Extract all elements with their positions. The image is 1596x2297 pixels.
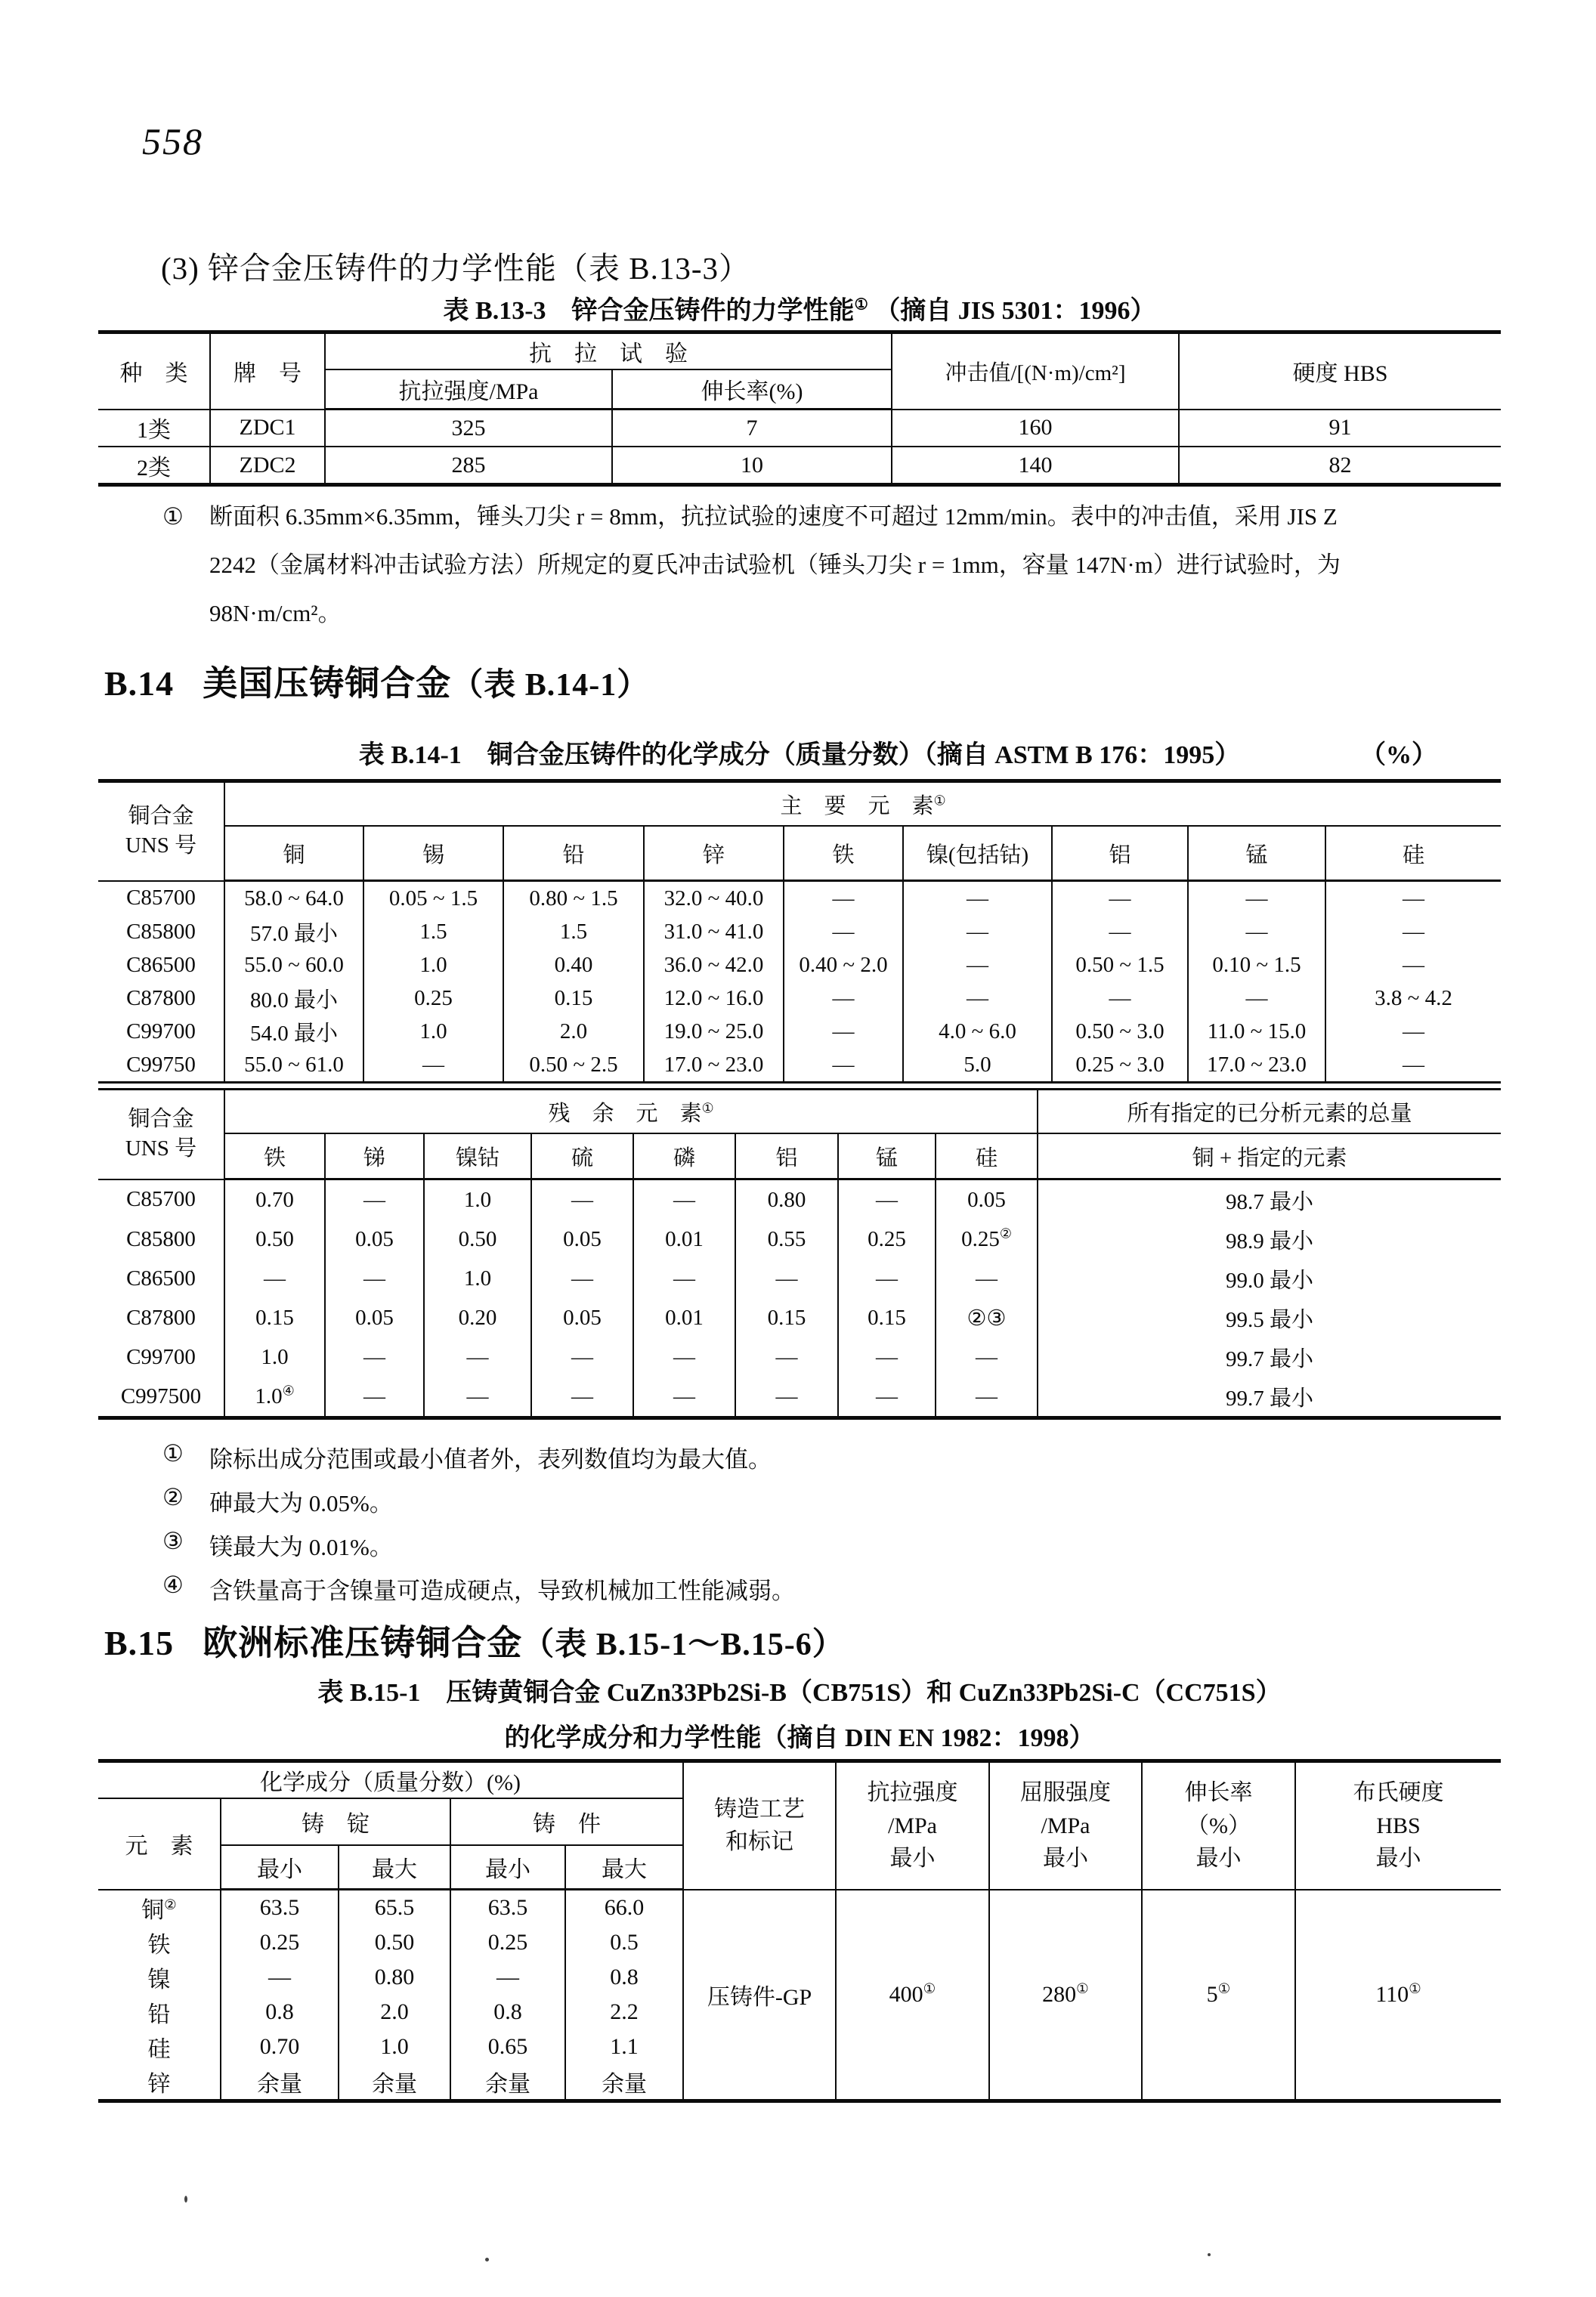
table-row [98,1259,1501,1298]
section-number: B.15 [104,1624,175,1662]
cell: 1.0④ [224,1377,325,1418]
main-element-columns [98,826,1501,881]
cell: — [325,1377,424,1418]
title-unit: （%） [1360,741,1437,769]
footnote-text: 砷最大为 0.05%。 [209,1490,393,1516]
cell: — [903,948,1052,982]
cell: — [784,1015,903,1048]
col-header-min: 最小 [450,1845,565,1890]
cell: 余量 [450,2064,565,2101]
cell: 0.65 [450,2030,565,2064]
col-header-impact: 冲击值/[(N·m)/cm²] [892,332,1179,410]
cell: 0.55 [735,1220,838,1259]
cell: — [903,881,1052,916]
cell: — [325,1259,424,1298]
table-b14-1-footnotes [162,1440,1504,1615]
cell: 1.0 [339,2030,450,2064]
cell: 63.5 [221,1890,339,1926]
cell: 1类 [98,410,210,447]
table-row [98,410,1501,447]
table-row [98,1890,1501,1926]
table-row [98,948,1501,982]
cell: 325 [325,410,612,447]
col-header-yield-strength: 屈服强度 /MPa 最小 [989,1761,1142,1890]
cell: C99750 [98,1048,224,1083]
cell: 55.0 ~ 60.0 [224,948,363,982]
cell: 17.0 ~ 23.0 [644,1048,784,1083]
cell: 12.0 ~ 16.0 [644,982,784,1015]
cell: 99.5 最小 [1038,1298,1501,1337]
cell: — [936,1337,1038,1377]
cell: — [838,1259,936,1298]
cell: 0.80 [735,1179,838,1220]
col-header-element: 元 素 [98,1798,221,1890]
cell: C86500 [98,1259,224,1298]
cell: 0.80 ~ 1.5 [503,881,644,916]
cell: 0.50 ~ 3.0 [1052,1015,1188,1048]
table-b15-1 [98,1759,1501,2103]
cell: 140 [892,447,1179,485]
table-row [98,1337,1501,1377]
footnote-marker: ② [162,1484,184,1510]
cell: 1.0 [363,948,503,982]
table-row [98,1179,1501,1220]
col-header-tensile-strength: 抗拉强度/MPa [325,369,612,410]
cell: 2.0 [339,1995,450,2030]
cell: — [450,1960,565,1995]
cell: — [1325,948,1501,982]
cell: C86500 [98,948,224,982]
cell: 0.50 [224,1220,325,1259]
cell: — [531,1179,633,1220]
cell: — [531,1259,633,1298]
cell: 0.5 [565,1925,683,1960]
cell: 0.8 [450,1995,565,2030]
cell: 54.0 最小 [224,1015,363,1048]
cell: 0.50 ~ 1.5 [1052,948,1188,982]
cell: C997500 [98,1377,224,1418]
cell: 1.5 [363,915,503,948]
cell: — [936,1377,1038,1418]
cell: 2.2 [565,1995,683,2030]
col-header-max: 最大 [339,1845,450,1890]
cell: — [325,1179,424,1220]
cell: 98.7 最小 [1038,1179,1501,1220]
cell: — [424,1337,531,1377]
merged-cell-process: 压铸件-GP [683,1890,836,2101]
cell: 99.7 最小 [1038,1337,1501,1377]
table-row [98,1048,1501,1083]
cell: 1.0 [424,1259,531,1298]
cell: 0.05 [531,1220,633,1259]
cell: 0.25 [838,1220,936,1259]
cell: 0.25 [450,1925,565,1960]
scan-speck [184,2196,187,2203]
cell: 80.0 最小 [224,982,363,1015]
cell: 0.15 [503,982,644,1015]
cell: 铜② [98,1890,221,1926]
cell: — [735,1337,838,1377]
cell: — [1188,982,1325,1015]
section-number: B.14 [104,664,175,703]
footnote-marker: ① [162,503,184,530]
cell: 19.0 ~ 25.0 [644,1015,784,1048]
table-b14-1-residual-elements [98,1088,1501,1420]
cell: ZDC2 [210,447,325,485]
cell: — [1052,982,1188,1015]
col-group-casting: 铸 件 [450,1798,683,1845]
cell: C87800 [98,982,224,1015]
merged-cell-hardness: 110① [1295,1890,1501,2101]
table-b13-3-title [98,289,1501,326]
col-header: 硅 [1325,826,1501,881]
uns-line2: UNS 号 [125,833,197,858]
cell: 0.05 [531,1298,633,1337]
col-header: 磷 [633,1133,735,1179]
cell: 0.01 [633,1220,735,1259]
col-header-elongation: 伸长率(%) [612,369,892,410]
cell: 余量 [565,2064,683,2101]
table-row [98,1298,1501,1337]
cell: 82 [1179,447,1501,485]
footnote-text: 断面积 6.35mm×6.35mm，锤头刀尖 r = 8mm，抗拉试验的速度不可超过 12mm/min。表中的冲击值，采用 JIS Z 2242（金属材料冲击试验方法）所规定的夏氏冲击试验机（锤头刀尖 r = 1mm，容量 147N·m）进行试验时，为 98N·m/cm²。 [209,503,1341,626]
scan-speck [1208,2253,1211,2256]
table-row [98,1015,1501,1048]
cell: — [424,1377,531,1418]
cell: — [1188,881,1325,916]
table-b13-3-body [98,410,1501,485]
table-row [98,1377,1501,1418]
group-footnote-mark: ① [701,1099,714,1115]
cell: 铁 [98,1925,221,1960]
col-header: 硅 [936,1133,1038,1179]
cell: — [735,1377,838,1418]
col-group-residual-elements [224,1090,1038,1134]
cell: 0.10 ~ 1.5 [1188,948,1325,982]
cell: — [1325,1048,1501,1083]
uns-line1: 铜合金 [128,804,194,829]
footnote-1 [162,1440,1504,1474]
title-source: （摘自 JIS 5301：1996） [874,297,1156,325]
cell: — [735,1259,838,1298]
section-b15-heading [104,1615,845,1665]
cell: 0.20 [424,1298,531,1337]
col-group-main-elements [224,781,1501,827]
footnote-marker: ③ [162,1528,184,1554]
section-table-ref: （表 B.14-1） [451,668,650,703]
cell: — [838,1337,936,1377]
cell: — [1325,1015,1501,1048]
cell: 285 [325,447,612,485]
footnote-4 [162,1572,1504,1606]
merged-cell-tensile: 400① [836,1890,989,2101]
footnote-text: 含铁量高于含镍量可造成硬点，导致机械加工性能减弱。 [209,1578,795,1604]
col-header: 镍(包括钴) [903,826,1052,881]
col-header: 锰 [1188,826,1325,881]
cell: 0.80 [339,1960,450,1995]
cell: — [936,1259,1038,1298]
cell: 0.50 [424,1220,531,1259]
cell: 0.25 ~ 3.0 [1052,1048,1188,1083]
cell: 0.15 [224,1298,325,1337]
cell: 58.0 ~ 64.0 [224,881,363,916]
cell: ②③ [936,1298,1038,1337]
col-header-total-sub: 铜 + 指定的元素 [1038,1133,1501,1179]
cell: — [633,1377,735,1418]
table-row [98,915,1501,948]
cell: — [633,1259,735,1298]
cell: — [1325,915,1501,948]
cell: 1.0 [224,1337,325,1377]
uns-line2: UNS 号 [125,1136,197,1161]
col-header: 硫 [531,1133,633,1179]
col-header: 镍钴 [424,1133,531,1179]
cell: C85700 [98,881,224,916]
section-title: 美国压铸铜合金 [203,664,452,703]
col-header-max: 最大 [565,1845,683,1890]
table-b14-1-main-body [98,881,1501,1083]
section-table-ref: （表 B.15-1～B.15-6） [522,1628,845,1662]
cell: 0.40 ~ 2.0 [784,948,903,982]
cell: 63.5 [450,1890,565,1926]
cell: — [224,1259,325,1298]
cell: 0.8 [565,1960,683,1995]
cell: 铅 [98,1995,221,2030]
col-header-kind: 种 类 [98,332,210,410]
group-label: 主 要 元 素 [780,793,934,818]
col-header-hardness: 布氏硬度 HBS 最小 [1295,1761,1501,1890]
cell: 0.70 [221,2030,339,2064]
cell: 锌 [98,2064,221,2101]
cell: 硅 [98,2030,221,2064]
col-header-uns [98,781,224,881]
section-b14-heading [104,656,649,706]
cell: — [1188,915,1325,948]
cell: 1.0 [424,1179,531,1220]
cell: 3.8 ~ 4.2 [1325,982,1501,1015]
cell: 7 [612,410,892,447]
table-b13-3 [98,330,1501,487]
cell: — [838,1377,936,1418]
cell: — [784,982,903,1015]
cell: — [633,1337,735,1377]
cell: 31.0 ~ 41.0 [644,915,784,948]
cell: — [838,1179,936,1220]
cell: 0.25② [936,1220,1038,1259]
cell: — [903,915,1052,948]
footnote-marker: ① [162,1440,184,1467]
col-header: 锡 [363,826,503,881]
cell: 4.0 ~ 6.0 [903,1015,1052,1048]
scan-speck [485,2258,489,2261]
col-group-tensile-test: 抗 拉 试 验 [325,332,892,370]
col-header-tensile-strength: 抗拉强度 /MPa 最小 [836,1761,989,1890]
cell: 32.0 ~ 40.0 [644,881,784,916]
col-header-hardness: 硬度 HBS [1179,332,1501,410]
footnote-3 [162,1528,1504,1562]
cell: 2.0 [503,1015,644,1048]
cell: 0.01 [633,1298,735,1337]
cell: 10 [612,447,892,485]
col-header: 锑 [325,1133,424,1179]
cell: 0.40 [503,948,644,982]
cell: 17.0 ~ 23.0 [1188,1048,1325,1083]
col-header-uns [98,1090,224,1179]
col-header-elongation: 伸长率 （%） 最小 [1142,1761,1295,1890]
footnote-text: 除标出成分范围或最小值者外，表列数值均为最大值。 [209,1446,772,1473]
cell: 98.9 最小 [1038,1220,1501,1259]
cell: ZDC1 [210,410,325,447]
group-footnote-mark: ① [933,792,946,808]
table-row [98,881,1501,916]
group-label: 残 余 元 素 [548,1101,702,1126]
table-b14-1-title [98,734,1501,771]
cell: 2类 [98,447,210,485]
cell: C85800 [98,1220,224,1259]
cell: C99700 [98,1015,224,1048]
cell: 0.25 [221,1925,339,1960]
section-title: 欧洲标准压铸铜合金 [203,1624,523,1662]
col-header: 铅 [503,826,644,881]
title-footnote-mark: ① [854,296,868,314]
cell: — [221,1960,339,1995]
cell: 91 [1179,410,1501,447]
cell: 1.5 [503,915,644,948]
col-header: 铜 [224,826,363,881]
title-text: 表 B.14-1 铜合金压铸件的化学成分（质量分数）（摘自 ASTM B 176：1995） [358,741,1241,769]
cell: 11.0 ~ 15.0 [1188,1015,1325,1048]
cell: 0.50 [339,1925,450,1960]
title-text: 表 B.13-3 锌合金压铸件的力学性能 [443,297,855,325]
col-group-ingot: 铸 锭 [221,1798,450,1845]
col-header: 铁 [784,826,903,881]
col-header: 铝 [735,1133,838,1179]
col-header-total: 所有指定的已分析元素的总量 [1038,1090,1501,1134]
cell: 160 [892,410,1179,447]
col-header: 铁 [224,1133,325,1179]
col-header-min: 最小 [221,1845,339,1890]
cell: — [784,1048,903,1083]
cell: C99700 [98,1337,224,1377]
footnote-text: 镁最大为 0.01%。 [209,1534,393,1560]
cell: — [1052,881,1188,916]
footnote-marker: ④ [162,1572,184,1598]
cell: — [1052,915,1188,948]
cell: 0.8 [221,1995,339,2030]
cell: 65.5 [339,1890,450,1926]
table-row [98,447,1501,485]
section-3-heading: (3) 锌合金压铸件的力学性能（表 B.13-3） [161,251,751,286]
cell: 1.1 [565,2030,683,2064]
cell: 66.0 [565,1890,683,1926]
cell: 0.05 [936,1179,1038,1220]
page-number: 558 [142,120,203,162]
cell: 5.0 [903,1048,1052,1083]
uns-line1: 铜合金 [128,1107,194,1132]
merged-cell-yield: 280① [989,1890,1142,2101]
cell: — [784,915,903,948]
cell: — [903,982,1052,1015]
cell: — [531,1337,633,1377]
cell: 镍 [98,1960,221,1995]
col-group-chemical-composition: 化学成分（质量分数）(%) [98,1761,683,1799]
table-b15-1-body [98,1890,1501,2101]
cell: — [363,1048,503,1083]
cell: 55.0 ~ 61.0 [224,1048,363,1083]
cell: 0.05 ~ 1.5 [363,881,503,916]
cell: 0.50 ~ 2.5 [503,1048,644,1083]
cell: 0.25 [363,982,503,1015]
footnote-2 [162,1484,1504,1518]
table-b15-1-title-line1: 表 B.15-1 压铸黄铜合金 CuZn33Pb2Si-B（CB751S）和 CuZn33Pb2Si-C（CC751S） [317,1679,1282,1707]
cell: 0.05 [325,1220,424,1259]
cell: 0.05 [325,1298,424,1337]
col-header: 铝 [1052,826,1188,881]
col-header-grade: 牌 号 [210,332,325,410]
cell: 0.70 [224,1179,325,1220]
cell: 57.0 最小 [224,915,363,948]
cell: C87800 [98,1298,224,1337]
table-b14-1-main-elements [98,779,1501,1084]
cell: 0.15 [838,1298,936,1337]
cell: — [325,1337,424,1377]
table-b13-3-footnote [162,493,1504,638]
cell: 99.0 最小 [1038,1259,1501,1298]
cell: 余量 [339,2064,450,2101]
merged-cell-elong: 5① [1142,1890,1295,2101]
cell: — [531,1377,633,1418]
table-b15-1-title-line2: 的化学成分和力学性能（摘自 DIN EN 1982：1998） [504,1724,1095,1752]
cell: 1.0 [363,1015,503,1048]
col-header: 锌 [644,826,784,881]
cell: 余量 [221,2064,339,2101]
cell: 99.7 最小 [1038,1377,1501,1418]
cell: 36.0 ~ 42.0 [644,948,784,982]
cell: C85700 [98,1179,224,1220]
cell: — [633,1179,735,1220]
cell: 0.15 [735,1298,838,1337]
residual-element-columns [98,1133,1501,1179]
cell: C85800 [98,915,224,948]
cell: — [1325,881,1501,916]
table-b14-1-residual-body [98,1179,1501,1418]
col-header-process: 铸造工艺 和标记 [683,1761,836,1890]
table-row [98,982,1501,1015]
col-header: 锰 [838,1133,936,1179]
cell: — [784,881,903,916]
table-row [98,1220,1501,1259]
